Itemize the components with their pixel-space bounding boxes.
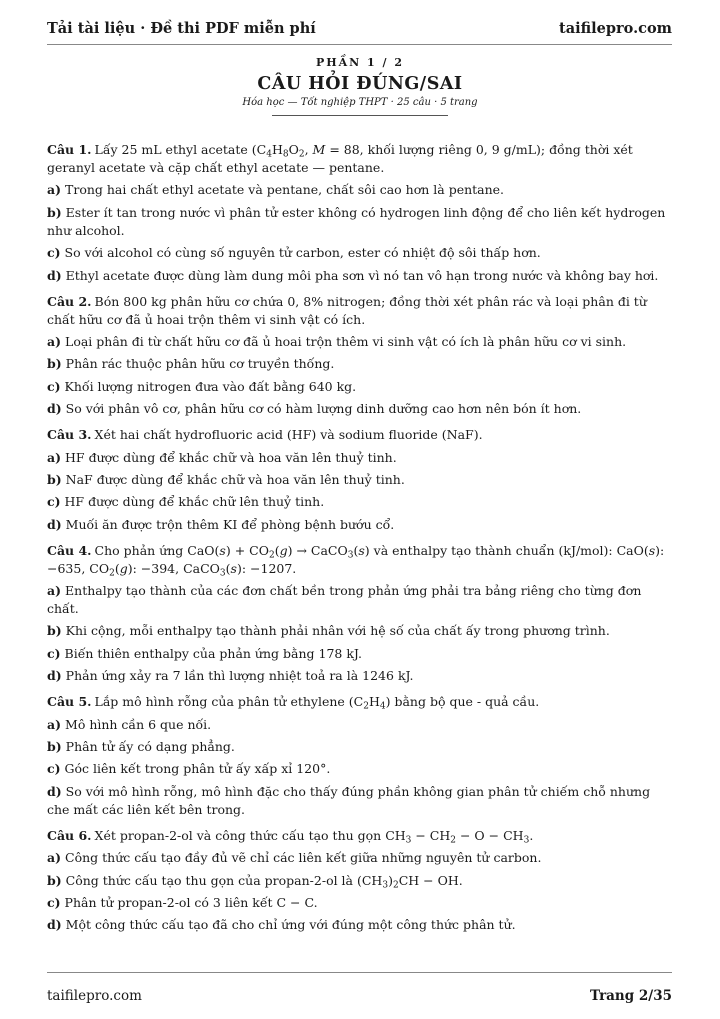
section-title-block [0, 56, 720, 116]
answer-option [47, 333, 672, 351]
section-title: CÂU HỎI ĐÚNG/SAI [257, 74, 463, 94]
question-2 [47, 293, 672, 419]
option-text: Enthalpy tạo thành của các đơn chất bền trong phản ứng phải tra bảng riêng cho từng đơn chất. [47, 583, 642, 617]
option-label: d) [47, 783, 62, 799]
answer-option [47, 267, 672, 285]
option-label: c) [47, 645, 61, 661]
answer-option [47, 872, 672, 890]
answer-option [47, 760, 672, 778]
question-number: Câu 1. [47, 142, 92, 157]
question-stem-text: Lắp mô hình rỗng của phân tử ethylene $(C_2H_4)$ bằng bộ que - quả cầu. [94, 694, 540, 712]
answer-option [47, 582, 672, 618]
footer-site-name: taifilepro.com [47, 988, 142, 1004]
question-3 [47, 426, 672, 534]
option-label: a) [47, 182, 62, 198]
answer-option [47, 783, 672, 819]
option-text: Khối lượng nitrogen đưa vào đất bằng 640 kg. [64, 378, 357, 394]
answer-option [47, 355, 672, 373]
option-text: Biến thiên enthalpy của phản ứng bằng 178 kJ. [64, 645, 362, 661]
option-text: Góc liên kết trong phân tử ấy xấp xỉ 120°. [64, 761, 331, 777]
option-label: b) [47, 471, 62, 487]
question-stem-text: Bón 800 kg phân hữu cơ chứa 0, 8% nitrogen; đồng thời xét phân rác và loại phân đi từ chất hữu cơ đã ủ hoai trộn thêm vi sinh vật có ích. [47, 293, 647, 327]
answer-option [47, 471, 672, 489]
option-text: Phân tử ấy có dạng phẳng. [65, 739, 235, 755]
option-label: a) [47, 449, 62, 465]
question-stem-text: Lấy 25 mL ethyl acetate ($C_4H_8O_2$, M = 88, khối lượng riêng 0, 9 g/mL); đồng thời xét geranyl acetate và cặp chất ethyl acetate — pentane. [47, 142, 633, 175]
question-number: Câu 6. [47, 827, 92, 843]
question-stem-text: Xét hai chất hydrofluoric acid (HF) và sodium fluoride (NaF). [94, 427, 483, 443]
option-label: b) [47, 623, 62, 639]
question-stem [47, 141, 672, 177]
option-text: Mô hình cần 6 que nối. [65, 716, 212, 732]
option-label: d) [47, 401, 62, 417]
option-label: d) [47, 668, 62, 684]
option-text: Phân tử propan-2-ol có 3 liên kết C − C. [64, 894, 318, 910]
option-label: b) [47, 204, 62, 220]
answer-option [47, 400, 672, 418]
answer-option [47, 449, 672, 467]
option-text: NaF được dùng để khắc chữ và hoa văn lên thuỷ tinh. [65, 471, 405, 487]
question-stem [47, 827, 672, 845]
answer-option [47, 849, 672, 867]
question-6 [47, 827, 672, 935]
question-4 [47, 542, 672, 686]
question-number: Câu 5. [47, 694, 92, 710]
option-text: Loại phân đi từ chất hữu cơ đã ủ hoai trộn thêm vi sinh vật có ích là phân hữu cơ vi sinh. [65, 333, 627, 349]
option-label: b) [47, 356, 62, 372]
option-text: So với alcohol có cùng số nguyên tử carbon, ester có nhiệt độ sôi thấp hơn. [64, 245, 541, 261]
option-label: c) [47, 494, 61, 510]
question-stem [47, 693, 672, 711]
option-text: HF được dùng để khắc chữ và hoa văn lên thuỷ tinh. [65, 449, 397, 465]
option-text: Công thức cấu tạo thu gọn của propan-2-ol là $(CH_3)_2CH$ − OH. [65, 872, 463, 890]
answer-option [47, 738, 672, 756]
page-header [47, 12, 672, 45]
answer-option [47, 516, 672, 534]
part-label: PHẦN 1 / 2 [315, 56, 405, 69]
option-text: HF được dùng để khắc chữ lên thuỷ tinh. [64, 494, 325, 510]
answer-option [47, 916, 672, 934]
option-label: a) [47, 850, 62, 866]
answer-option [47, 378, 672, 396]
question-stem-text: Xét propan-2-ol và công thức cấu tạo thu gọn $CH_3 - CH_2 - O - CH_3$. [94, 827, 534, 846]
option-label: a) [47, 716, 62, 732]
option-text: Ester ít tan trong nước vì phân tử ester không có hydrogen linh động để cho liên kết hydrogen như alcohol. [47, 204, 666, 238]
option-label: a) [47, 583, 62, 599]
option-text: Một công thức cấu tạo đã cho chỉ ứng với đúng một công thức phân tử. [65, 917, 516, 933]
question-stem [47, 426, 672, 444]
question-1 [47, 141, 672, 285]
option-label: a) [47, 333, 62, 349]
page-footer [47, 972, 672, 1019]
option-text: Phân rác thuộc phân hữu cơ truyền thống. [65, 356, 335, 372]
question-stem [47, 542, 672, 578]
answer-option [47, 716, 672, 734]
page-number: Trang 2/35 [590, 988, 672, 1004]
header-site-name: taifilepro.com [559, 19, 672, 37]
question-number: Câu 3. [47, 427, 92, 443]
question-stem [47, 293, 672, 329]
question-number: Câu 4. [47, 542, 92, 558]
option-text: Ethyl acetate được dùng làm dung môi pha sơn vì nó tan vô hạn trong nước và không bay hơi. [65, 267, 659, 283]
answer-option [47, 645, 672, 663]
answer-option [47, 181, 672, 199]
question-list [47, 141, 672, 942]
answer-option [47, 244, 672, 262]
option-text: Công thức cấu tạo đầy đủ vẽ chỉ các liên kết giữa những nguyên tử carbon. [65, 850, 542, 866]
option-label: b) [47, 872, 62, 888]
answer-option [47, 667, 672, 685]
option-label: c) [47, 894, 61, 910]
option-text: Muối ăn được trộn thêm KI để phòng bệnh bướu cổ. [65, 516, 395, 532]
answer-option [47, 204, 672, 240]
option-label: d) [47, 516, 62, 532]
option-text: Trong hai chất ethyl acetate và pentane, chất sôi cao hơn là pentane. [65, 182, 505, 198]
option-label: d) [47, 917, 62, 933]
answer-option [47, 622, 672, 640]
option-label: c) [47, 761, 61, 777]
question-stem-text: Cho phản ứng $CaO(s) + CO_2(g)$ → CaCO$_3$(s) và enthalpy tạo thành chuẩn (kJ/mol): CaO(s): −635, $CO_2(g)$: −394, CaCO$_3$(s): −1207. [47, 542, 665, 578]
title-divider [272, 115, 448, 116]
option-text: Phản ứng xảy ra 7 lần thì lượng nhiệt toả ra là 1246 kJ. [65, 668, 414, 684]
question-number: Câu 2. [47, 293, 92, 309]
option-label: c) [47, 378, 61, 394]
option-text: So với phân vô cơ, phân hữu cơ có hàm lượng dinh dưỡng cao hơn nên bón ít hơn. [65, 401, 582, 417]
option-text: So với mô hình rỗng, mô hình đặc cho thấy đúng phần không gian phân tử chiếm chỗ nhưng che mất các liên kết bên trong. [47, 783, 651, 817]
option-text: Khi cộng, mỗi enthalpy tạo thành phải nhân với hệ số của chất ấy trong phương trình. [65, 623, 610, 639]
option-label: d) [47, 267, 62, 283]
header-left-text: Tải tài liệu · Đề thi PDF miễn phí [47, 19, 316, 37]
answer-option [47, 493, 672, 511]
question-5 [47, 693, 672, 819]
option-label: c) [47, 245, 61, 261]
answer-option [47, 894, 672, 912]
section-subtitle: Hóa học — Tốt nghiệp THPT · 25 câu · 5 trang [242, 97, 478, 108]
option-label: b) [47, 739, 62, 755]
